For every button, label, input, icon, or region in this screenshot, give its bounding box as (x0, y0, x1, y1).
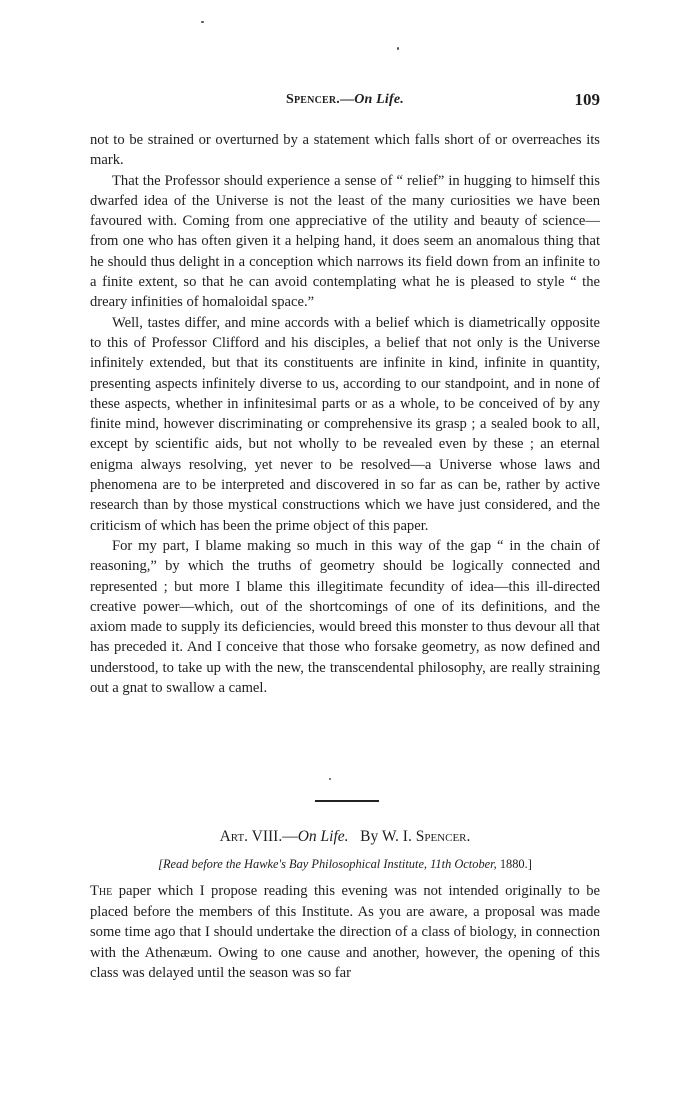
article-title: On Life. (297, 828, 349, 845)
article-heading (90, 826, 600, 848)
article-note-prefix: [Read before the Hawke's Bay Philosophical Institute, (158, 857, 428, 871)
paragraph: For my part, I blame making so much in this way of the gap “ in the chain of reasoning,” by which the truths of geometry should be logically connected and represented ; but more I blame this illegitimate fecundity of idea—this ill-directed creative power—which, out of the shortcomings of one of its definitions, and the axiom made to supply its deficiencies, would breed this monster to thus devour all that has preceded it. And I conceive that those who forsake geometry, as now defined and understood, to take up with the new, the transcendental philosophy, are really straining out a gnat to swallow a camel. (90, 537, 600, 697)
article-first-word: The (90, 883, 113, 899)
article-author: Spencer. (415, 828, 471, 845)
running-title-dash: — (339, 92, 355, 107)
running-title-subject: On Life. (354, 92, 405, 107)
page-number: 109 (574, 90, 600, 109)
paragraph: That the Professor should experience a sense of “ relief” in hugging to himself this dwarfed idea of the Universe is not the least of the many curiosities we have been favoured with. Coming from one appreciative of the utility and beauty of science—from one who has often given it a helping hand, it does seem an anomalous thing that he should thus delight in a conception which narrows its field down from an infinite to a finite extent, so that he can avoid contemplating what he is pleased to style “ the dreary infinities of homaloidal space.” (90, 172, 600, 311)
article-note-date: 11th October, (430, 857, 497, 871)
running-title-author: Spencer. (285, 92, 340, 107)
scan-speck (201, 21, 204, 23)
article-note-year: 1880.] (499, 857, 532, 871)
article-dash: — (282, 828, 298, 845)
body-text (90, 130, 600, 698)
page-header (90, 92, 600, 114)
article-label: Art. VIII. (219, 828, 283, 845)
article-body (90, 881, 600, 984)
paragraph: Well, tastes differ, and mine accords with a belief which is diametrically opposite to this of Professor Clifford and his disciples, a belief that not only is the Universe infinitely extended, but that its constituents are infinite in kind, infinite in quantity, presenting aspects infinitely diverse to us, according to our standpoint, and in none of these aspects, whether in infinitesimal parts or as a whole, to be conceived of by any finite mind, however discriminating or comprehensive its grasp ; a sealed book to all, except by scientific aids, but not wholly to be revealed even by these ; an eternal enigma always resolving, yet never to be resolved—a Universe whose laws and phenomena are to be interpreted and discovered in so far as can be, rather by active research than by those mystical constructions which we have just considered, and the criticism of which has been the prime object of this paper. (90, 314, 600, 534)
article-text: paper which I propose reading this evening was not intended originally to be placed before the members of this Institute. As you are aware, a proposal was made some time ago that I should undertake the direction of a class of biology, in connection with the Athenæum. Owing to one cause and another, however, the opening of this class was delayed until the season was so far (90, 883, 600, 982)
scan-speck (329, 778, 331, 780)
section-divider (315, 800, 379, 802)
running-title (90, 92, 600, 108)
article-read-note (90, 854, 600, 874)
scan-speck (397, 47, 399, 50)
paragraph-continued: not to be strained or overturned by a statement which falls short of or overreaches its mark. (90, 132, 600, 169)
article-by: By W. I. (360, 828, 412, 845)
article-section (90, 826, 600, 984)
